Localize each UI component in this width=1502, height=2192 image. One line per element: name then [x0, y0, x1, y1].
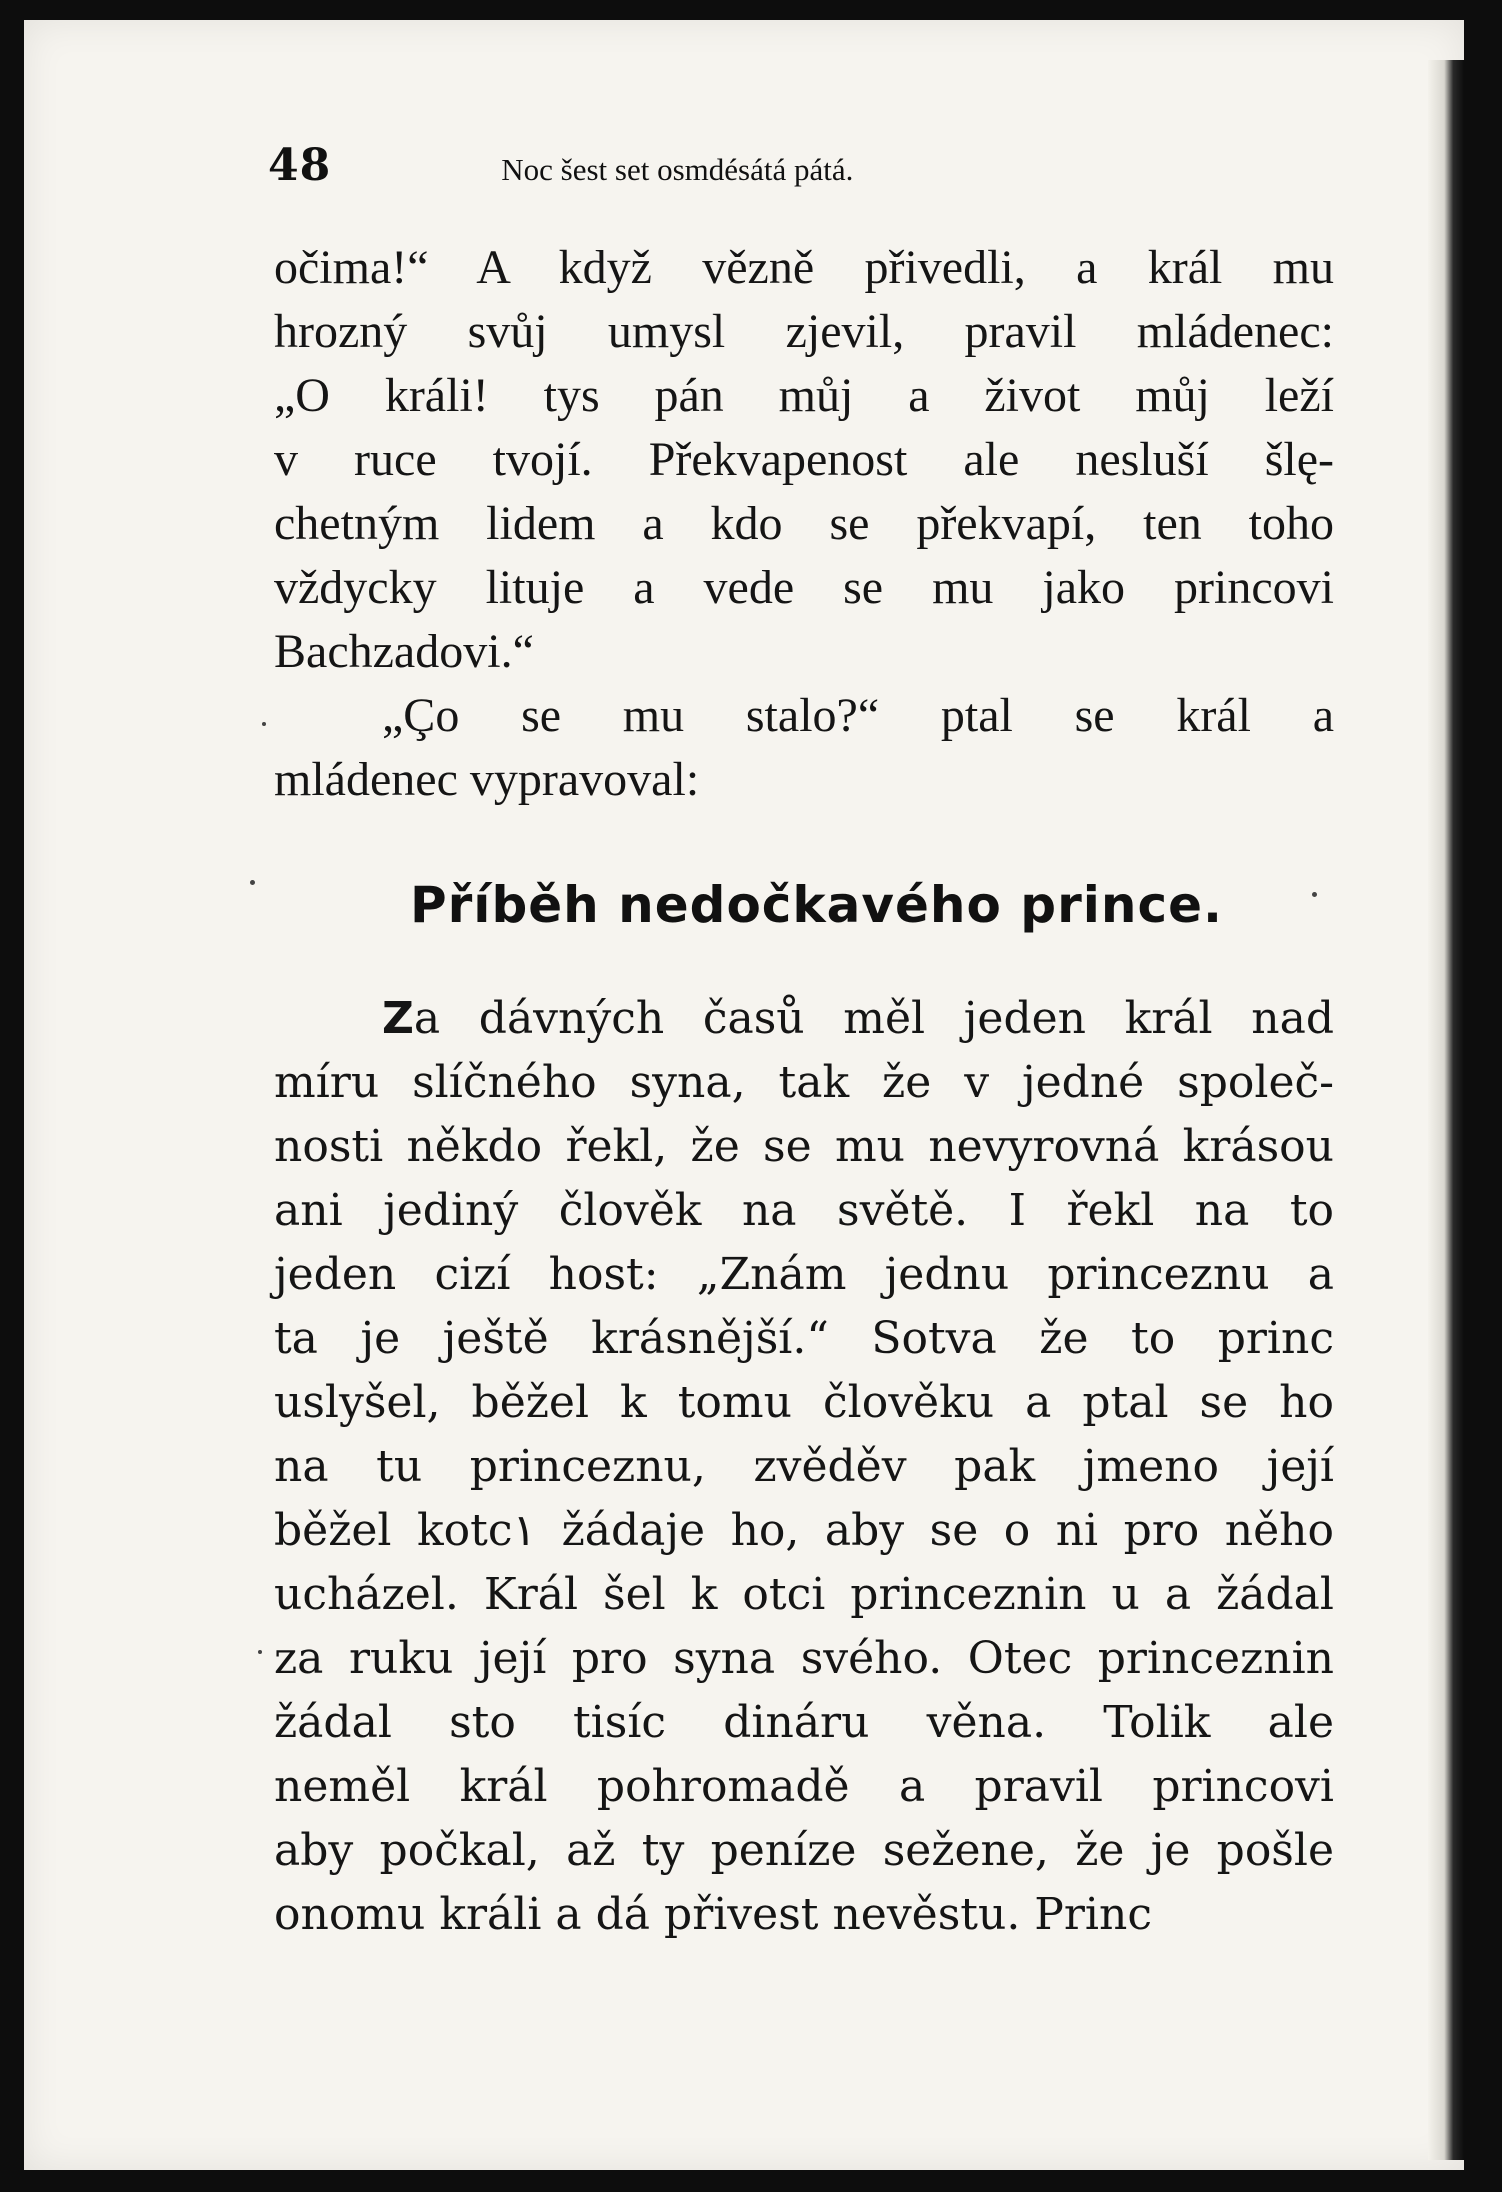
text-line: jeden cizí host: „Znám jednu princeznu a	[274, 1249, 1334, 1300]
text-line: běžel kotc۱ žádaje ho, aby se o ni pro něho	[274, 1505, 1334, 1556]
first-line	[274, 987, 1334, 1051]
text-line: ta je ještě krásnější.“ Sotva že to princ	[274, 1313, 1334, 1364]
scan-speck	[262, 722, 266, 726]
chapter-heading: Příběh nedočkavého prince.	[410, 876, 1224, 934]
text-line: na tu princeznu, zvěděv pak jmeno její	[274, 1441, 1334, 1492]
text-line: uslyšel, běžel k tomu člověku a ptal se ho	[274, 1377, 1334, 1428]
scan-speck	[258, 1650, 262, 1654]
scan-speck	[250, 880, 255, 885]
text-line: aby počkal, až ty peníze sežene, že je pošle	[274, 1825, 1334, 1876]
drop-cap: Z	[382, 993, 414, 1044]
paragraph-1	[274, 236, 1334, 812]
running-title: Noc šest set osmdésátá pátá.	[501, 152, 854, 187]
text-line: ucházel. Král šel k otci princeznin u a žádal	[274, 1569, 1334, 1620]
paragraph-2	[274, 987, 1334, 1947]
text-line: ani jediný člověk na světě. I řekl na to	[274, 1185, 1334, 1236]
text-line: hrozný svůj umysl zjevil, pravil mládenec:	[274, 305, 1334, 358]
text-line: mládenec vypravoval:	[274, 753, 700, 806]
first-line-text: a dávných časů měl jeden král nad	[413, 993, 1334, 1044]
text-line: „O králi! tys pán můj a život můj leží	[274, 369, 1334, 422]
text-line: za ruku její pro syna svého. Otec princeznin	[274, 1633, 1334, 1684]
page-header	[268, 140, 1098, 190]
page-number: 48	[268, 140, 332, 191]
text-line: v ruce tvojí. Překvapenost ale nesluší šlę-	[274, 433, 1334, 486]
text-line: míru slíčného syna, tak že v jedné společ-	[274, 1057, 1334, 1108]
text-line: „Ço se mu stalo?“ ptal se král a	[382, 689, 1334, 742]
text-line: chetným lidem a kdo se překvapí, ten toho	[274, 497, 1334, 550]
text-line: žádal sto tisíc dináru věna. Tolik ale	[274, 1697, 1334, 1748]
text-line: vždycky lituje a vede se mu jako princovi	[274, 561, 1334, 614]
text-line: nosti někdo řekl, že se mu nevyrovná krásou	[274, 1121, 1334, 1172]
text-line: onomu králi a dá přivest nevěstu. Princ	[274, 1889, 1152, 1940]
page-edge-shadow	[1428, 60, 1464, 2160]
text-line: neměl král pohromadě a pravil princovi	[274, 1761, 1334, 1812]
scan-speck	[1312, 892, 1317, 897]
text-line: Bachzadovi.“	[274, 625, 534, 678]
text-line: očima!“ A když vězně přivedli, a král mu	[274, 241, 1334, 294]
